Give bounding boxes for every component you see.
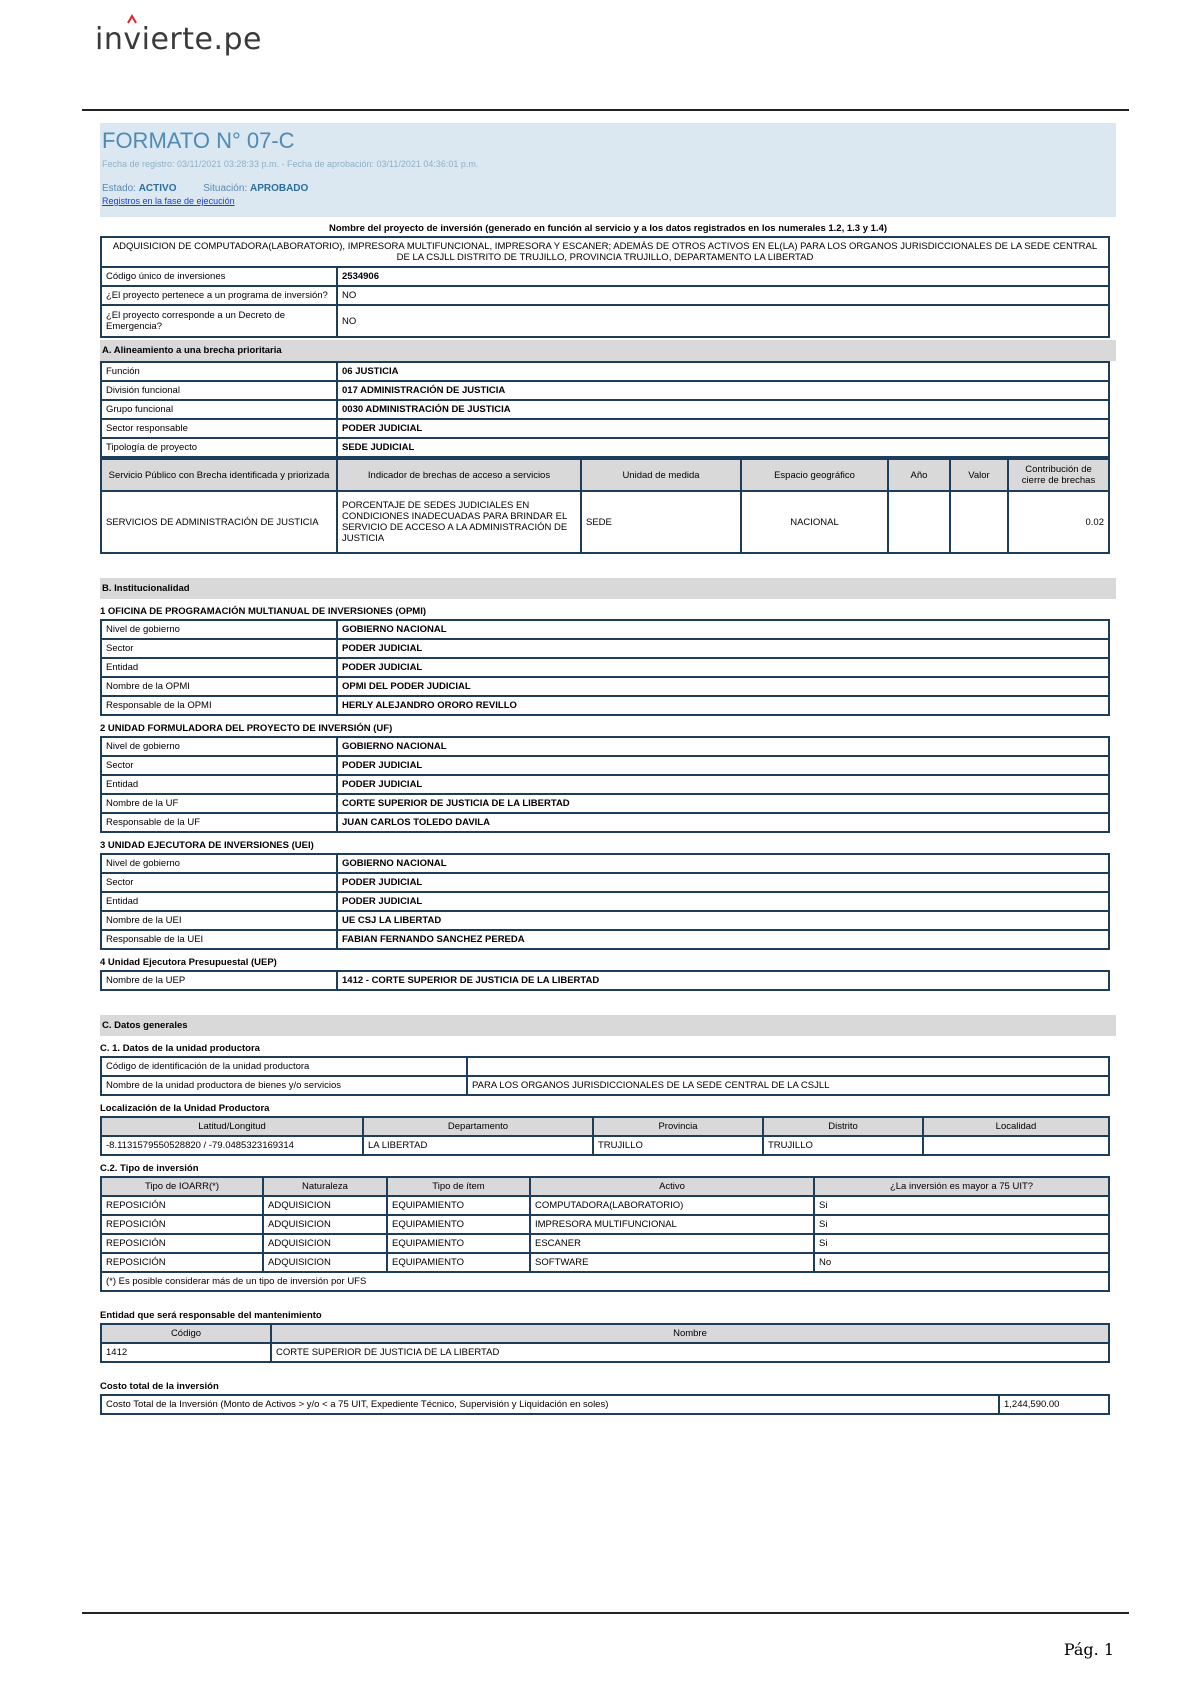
field-value: GOBIERNO NACIONAL [337,737,1109,756]
field-value: PODER JUDICIAL [337,639,1109,658]
uei-title: 3 UNIDAD EJECUTORA DE INVERSIONES (UEI) [100,840,314,851]
column-header: Código [101,1324,271,1343]
opmi-title: 1 OFICINA DE PROGRAMACIÓN MULTIANUAL DE INVERSIONES (OPMI) [100,606,427,617]
table-cell: TRUJILLO [593,1136,763,1155]
table-cell: CORTE SUPERIOR DE JUSTICIA DE LA LIBERTAD [271,1343,1109,1362]
field-value: NO [337,305,1109,337]
field-label: Sector [101,756,337,775]
maintenance-title: Entidad que será responsable del mantenimiento [100,1310,322,1321]
form-header [100,123,1116,217]
field-label: Nivel de gobierno [101,620,337,639]
table-cell: 1412 [101,1343,271,1362]
invierte-pe-logo [95,22,262,57]
project-name-caption: Nombre del proyecto de inversión (generado en función al servicio y a los datos registrados en los numerales 1.2, 1.3 y 1.4) [328,223,888,234]
estado-label: Estado: [102,183,136,194]
investment-note: (*) Es posible considerar más de un tipo de inversión por UFS [101,1272,1109,1291]
table-cell: REPOSICIÓN [101,1253,263,1272]
table-cell: LA LIBERTAD [363,1136,593,1155]
table-cell: EQUIPAMIENTO [387,1253,530,1272]
field-label: Tipología de proyecto [101,438,337,457]
field-value: CORTE SUPERIOR DE JUSTICIA DE LA LIBERTAD [337,794,1109,813]
field-value: GOBIERNO NACIONAL [337,620,1109,639]
table-cell: Si [814,1215,1109,1234]
column-header: ¿La inversión es mayor a 75 UIT? [814,1177,1109,1196]
field-label: Código de identificación de la unidad productora [101,1057,467,1076]
field-value: SEDE JUDICIAL [337,438,1109,457]
field-label: Costo Total de la Inversión (Monto de Activos > y/o < a 75 UIT, Expediente Técnico, Supervisión y Liquidación en soles) [101,1395,999,1414]
field-value: 1412 - CORTE SUPERIOR DE JUSTICIA DE LA LIBERTAD [337,971,1109,990]
field-value: PARA LOS ORGANOS JURISDICCIONALES DE LA SEDE CENTRAL DE LA CSJLL [467,1076,1109,1095]
field-label: Función [101,362,337,381]
table-cell: PORCENTAJE DE SEDES JUDICIALES EN CONDICIONES INADECUADAS PARA BRINDAR EL SERVICIO DE ACCESO A LA ADMINISTRACIÓN DE JUSTICIA [337,491,581,553]
field-label: Sector responsable [101,419,337,438]
table-cell: No [814,1253,1109,1272]
field-label: Responsable de la UF [101,813,337,832]
field-value [467,1057,1109,1076]
c1-title: C. 1. Datos de la unidad productora [100,1043,260,1054]
status-line [102,183,1114,194]
table-cell: SERVICIOS DE ADMINISTRACIÓN DE JUSTICIA [101,491,337,553]
total-cost-title: Costo total de la inversión [100,1381,219,1392]
situacion-value: APROBADO [249,183,309,194]
field-label: ¿El proyecto corresponde a un Decreto de Emergencia? [101,305,337,337]
maintenance-table [100,1323,1110,1363]
field-label: Nivel de gobierno [101,854,337,873]
registration-dates: Fecha de registro: 03/11/2021 03:28:33 p.m. - Fecha de aprobación: 03/11/2021 04:36:01 p.m. [102,159,479,169]
field-label: Nombre de la UF [101,794,337,813]
estado-value: ACTIVO [138,183,177,194]
column-header: Provincia [593,1117,763,1136]
column-header: Espacio geográfico [741,459,888,491]
investment-type-table [100,1176,1110,1292]
table-cell: SOFTWARE [530,1253,814,1272]
table-cell: REPOSICIÓN [101,1196,263,1215]
logo-text-part: in [95,22,124,57]
project-name: ADQUISICION DE COMPUTADORA(LABORATORIO), IMPRESORA MULTIFUNCIONAL, IMPRESORA Y ESCANER; ADEMÁS DE OTROS ACTIVOS EN EL(LA) PARA LOS ORGANOS JURISDICCIONALES DE LA SEDE CENTRAL DE LA CSJLL DISTRITO DE TRUJILLO, PROVINCIA TRUJILLO, DEPARTAMENTO LA LIBERTAD [101,237,1109,267]
field-value: FABIAN FERNANDO SANCHEZ PEREDA [337,930,1109,949]
column-header: Año [888,459,950,491]
section-a-title: A. Alineamiento a una brecha prioritaria [100,340,1116,361]
field-label: Responsable de la UEI [101,930,337,949]
field-label: División funcional [101,381,337,400]
c1-table [100,1056,1110,1096]
field-value: PODER JUDICIAL [337,756,1109,775]
column-header: Tipo de IOARR(*) [101,1177,263,1196]
table-cell [950,491,1008,553]
field-label: Responsable de la OPMI [101,696,337,715]
field-label: Sector [101,873,337,892]
column-header: Valor [950,459,1008,491]
column-header: Indicador de brechas de acceso a servicios [337,459,581,491]
table-cell: TRUJILLO [763,1136,923,1155]
field-value: 017 ADMINISTRACIÓN DE JUSTICIA [337,381,1109,400]
section-c-title: C. Datos generales [100,1015,1116,1036]
field-label: ¿El proyecto pertenece a un programa de inversión? [101,286,337,305]
table-cell: 0.02 [1008,491,1109,553]
logo-text-part: v [123,22,142,57]
caret-icon [127,14,137,24]
table-cell: REPOSICIÓN [101,1215,263,1234]
total-cost-table [100,1394,1110,1415]
column-header: Naturaleza [263,1177,387,1196]
table-row [101,1253,1109,1272]
page-number: Pág. 1 [1063,1640,1114,1659]
table-row [101,1215,1109,1234]
table-cell: ADQUISICION [263,1253,387,1272]
field-label: Nivel de gobierno [101,737,337,756]
column-header: Nombre [271,1324,1109,1343]
table-cell: ADQUISICION [263,1196,387,1215]
field-value: NO [337,286,1109,305]
column-header: Activo [530,1177,814,1196]
table-cell: ADQUISICION [263,1215,387,1234]
field-label: Nombre de la UEP [101,971,337,990]
field-label: Nombre de la UEI [101,911,337,930]
field-value: PODER JUDICIAL [337,775,1109,794]
table-cell: EQUIPAMIENTO [387,1234,530,1253]
field-label: Entidad [101,775,337,794]
field-value: PODER JUDICIAL [337,892,1109,911]
location-title: Localización de la Unidad Productora [100,1103,270,1114]
column-header: Contribución de cierre de brechas [1008,459,1109,491]
field-label: Nombre de la unidad productora de bienes y/o servicios [101,1076,467,1095]
brecha-table [100,458,1110,554]
column-header: Unidad de medida [581,459,741,491]
table-cell: REPOSICIÓN [101,1234,263,1253]
table-cell: EQUIPAMIENTO [387,1196,530,1215]
field-label: Entidad [101,892,337,911]
column-header: Localidad [923,1117,1109,1136]
field-value: JUAN CARLOS TOLEDO DAVILA [337,813,1109,832]
uei-table [100,853,1110,950]
table-row [101,1196,1109,1215]
table-row [101,1234,1109,1253]
uep-table [100,970,1110,991]
c2-title: C.2. Tipo de inversión [100,1163,199,1174]
total-cost-value: 1,244,590.00 [999,1395,1109,1414]
field-label: Nombre de la OPMI [101,677,337,696]
alignment-table [100,361,1110,458]
logo-accent [123,22,141,57]
column-header: Departamento [363,1117,593,1136]
field-value: PODER JUDICIAL [337,873,1109,892]
top-divider [82,109,1129,111]
field-label: Grupo funcional [101,400,337,419]
field-value: HERLY ALEJANDRO ORORO REVILLO [337,696,1109,715]
table-cell: IMPRESORA MULTIFUNCIONAL [530,1215,814,1234]
formato-page [100,123,1116,1415]
opmi-table [100,619,1110,716]
table-cell: -8.1131579550528820 / -79.0485323169314 [101,1136,363,1155]
field-value: OPMI DEL PODER JUDICIAL [337,677,1109,696]
field-value: GOBIERNO NACIONAL [337,854,1109,873]
field-value: 06 JUSTICIA [337,362,1109,381]
location-table [100,1116,1110,1156]
table-cell [888,491,950,553]
column-header: Tipo de ítem [387,1177,530,1196]
table-cell: NACIONAL [741,491,888,553]
column-header: Servicio Público con Brecha identificada y priorizada [101,459,337,491]
uep-title: 4 Unidad Ejecutora Presupuestal (UEP) [100,957,277,968]
uf-table [100,736,1110,833]
table-cell: SEDE [581,491,741,553]
field-value: 0030 ADMINISTRACIÓN DE JUSTICIA [337,400,1109,419]
field-value: PODER JUDICIAL [337,419,1109,438]
uf-title: 2 UNIDAD FORMULADORA DEL PROYECTO DE INVERSIÓN (UF) [100,723,393,734]
table-cell: ADQUISICION [263,1234,387,1253]
field-label: Sector [101,639,337,658]
table-cell: ESCANER [530,1234,814,1253]
field-label: Código único de inversiones [101,267,337,286]
table-cell [923,1136,1109,1155]
field-value: UE CSJ LA LIBERTAD [337,911,1109,930]
situacion-label: Situación: [203,183,248,194]
table-cell: Si [814,1234,1109,1253]
field-value: PODER JUDICIAL [337,658,1109,677]
column-header: Distrito [763,1117,923,1136]
execution-phase-link[interactable]: Registros en la fase de ejecución [102,196,235,206]
logo-text-part: ierte.pe [141,22,263,57]
bottom-divider [82,1612,1129,1614]
section-b-title: B. Institucionalidad [100,578,1116,599]
field-value: 2534906 [337,267,1109,286]
field-label: Entidad [101,658,337,677]
form-title: FORMATO N° 07-C [102,128,295,153]
table-cell: COMPUTADORA(LABORATORIO) [530,1196,814,1215]
column-header: Latitud/Longitud [101,1117,363,1136]
table-cell: EQUIPAMIENTO [387,1215,530,1234]
table-cell: Si [814,1196,1109,1215]
project-table [100,236,1110,338]
